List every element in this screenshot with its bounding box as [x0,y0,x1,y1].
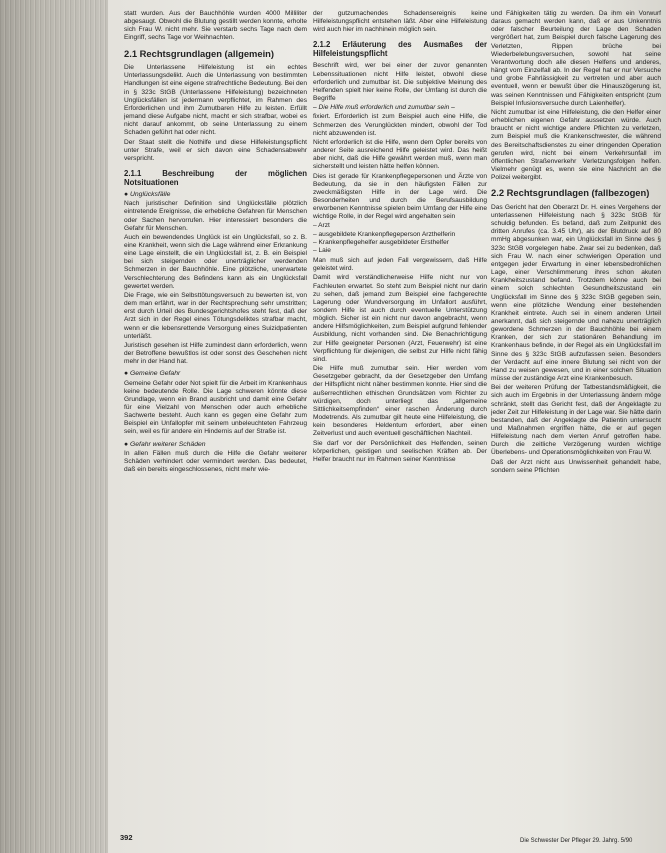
subsection-heading: 2.1.1 Beschreibung der möglichen Notsituationen [124,169,307,187]
section-heading: 2.2 Rechtsgrundlagen (fallbezogen) [491,187,650,199]
paragraph: Sie darf vor der Persönlichkeit des Helfenden, seinen körperlichen, geistigen und seelischen Kräften ab. Der Helfer braucht nur im Rahmen seiner Kenntnisse [313,439,487,463]
section-heading: 2.1 Rechtsgrundlagen (allgemein) [124,47,275,59]
page-number: 392 [120,833,133,842]
paragraph: Die Unterlassene Hilfeleistung ist ein echtes Unterlassungsdelikt. Auch die Unterlassung von bestimmten Handlungen ist eine eigene strafrechtliche Bedeutung. Bei den in § 323c StGB (Unterlassene Hilfeleistung) bezeichneten Unglücksfällen ist jedermann verpflichtet, im Rahmen des Erforderlichen und ihm Zumutbaren Hilfe zu leisten. Erfüllt jemand diese Aufgabe nicht, macht er sich strafbar, wobei es nicht darauf ankommt, ob seine Unterlassung zu einem Schaden geführt hat oder nicht. [124,64,307,137]
paragraph: statt wurden. Aus der Bauchhöhle wurden 4000 Milliliter abgesaugt. Obwohl die Blutung gestillt werden konnte, erholte sich Frau W. nicht mehr. Sie verstarb sechs Tage nach dem Eingriff, sechs Tage vor Weihnachten. [124,10,307,42]
paragraph: Nicht erforderlich ist die Hilfe, wenn dem Opfer bereits von anderer Seite ausreichend Hilfe geleistet wird. Das heißt aber nicht, daß die Hilfe gewährt werden muß, wenn man sicherstellt und leisten hätte helfen können. [313,138,487,171]
paragraph: Der Staat stellt die Nothilfe und diese Hilfeleistungspflicht unter Strafe, weil er sich davon eine Schadensabwehr verspricht. [124,138,307,162]
paragraph: Nach juristischer Definition sind Unglücksfälle plötzlich eintretende Ereignisse, die erhebliche Gefahren für Menschen oder Sachen hervorrufen. Hier interessiert besonders die Gefahr für Menschen. [124,200,307,232]
list-item: – Krankenpflegehelfer ausgebildeter Ersthelfer [313,238,449,246]
paragraph: und Fähigkeiten tätig zu werden. Da ihm ein Vorwurf daraus gemacht werden kann, daß er aus Unkenntnis oder falscher Beurteilung der Lage den Schaden vergrößert hat, zum Beispiel durch falsche Lagerung des Verletzten, Rippen brüche bei Wiederbelebungsversuchen, sowohl hat seine Verantwortung doch alle diesen Helfens und anderes, hängt vom Einzelfall ab. In der Regel hat er nur Versuche und grobe Fahrlässigkeit zu vertreten und aber auch eventuell, wenn er bewußt über die Hinauszögerung ist, was seinen Kenntnissen und Fähigkeiten entspricht (zum Beispiel Infusionsversuche durch Laienhelfer). [491,10,661,107]
text-column-middle [313,10,487,825]
paragraph: fixiert. Erforderlich ist zum Beispiel auch eine Hilfe, die Schmerzen des Verunglückten mindert, obwohl der Tod nicht abzuwenden ist. [313,113,487,137]
paragraph: Dies ist gerade für Krankenpflegepersonen und Ärzte von Bedeutung, da sie in den häufigsten Fällen zur zweckmäßigsten Hilfe in der Lage wird. Die Besonderheiten und durch die Berufsausbildung erworbenen Kenntnisse spielen beim Umfang der Hilfe eine wichtige Rolle, in der Regel wird angehalten sein [313,172,487,221]
bullet-heading: ● Gefahr weiterer Schäden [124,440,206,448]
paragraph: Gemeine Gefahr oder Not spielt für die Arbeit im Krankenhaus keine bedeutende Rolle. Die Lage schweren könnte diese Grundlage, wenn ein Brand ausbricht und damit eine Gefahr für eine Vielzahl von Menschen oder auch erhebliche Sachwerte besteht. Auch kann es gegen eine Gefahr zum Beispiel ein Unfallopfer mit seinem unbeleuchteten Fahrzeug sein, weil es für andere ein Hindernis auf der Straße ist. [124,379,307,436]
paragraph: Juristisch gesehen ist Hilfe zumindest dann erforderlich, wenn der Betroffene bewußtlos ist oder sonst des Geschehen nicht mehr in der Hand hat. [124,341,307,366]
paragraph: – Die Hilfe muß erforderlich und zumutbar sein – [313,104,455,112]
paragraph: Beschrift wird, wer bei einer der zuvor genannten Lebenssituationen nicht Hilfe leistet, obwohl diese erforderlich und zumutbar ist. Die subjektive Meinung des Helfenden spielt hier keine Rolle, der Umfang ist durch die Begriffe [313,62,487,103]
subsection-heading: 2.1.2 Erläuterung des Ausmaßes der Hilfeleistungspflicht [313,40,487,59]
paragraph: In allen Fällen muß durch die Hilfe die Gefahr weiterer Schäden verhindert oder vermindert werden. Das bedeutet, daß ein bereits eingeschlossenes, nicht mehr wie- [124,449,307,474]
paragraph: Damit wird verständlicherweise Hilfe nicht nur von Fachleuten erwartet. So steht zum Beispiel nicht nur darin zu sehen, daß jemand zum Beispiel eine fachgerechte Lagerung oder Wundversorgung im Unfallort ausführt, sondern Hilfe ist auch durch eventuelle Unterstützung möglich. Sicher ist ein nicht nur davon angebracht, wenn andere Hilfsmöglichkeiten, zum Beispiel aufgrund fehlender Ausbildung, nicht vorhanden sind. Die Benachrichtigung zur Hilfe geeigneter Personen (Arzt, Feuerwehr) ist eine Verpflichtung für diejenigen, die selbst zur Hilfe nicht fähig sind. [313,274,487,363]
list-item: – Arzt [313,222,330,230]
paragraph: der gutzumachendes Schadensereignis keine Hilfeleistungspflicht entstehen läßt. Aber eine Hilfeleistung wird auch hier im nachhinein möglich sein. [313,10,487,34]
helper-list [313,222,487,255]
paragraph: Die Frage, wie ein Selbsttötungsversuch zu bewerten ist, von dem man erfährt, war in der Rechtsprechung sehr umstritten; erst durch Urteil des Bundesgerichtshofes steht fest, daß der Arzt sich in der Regel eines Tötungsdeliktes strafbar macht, wenn er die lebensrettende Versorgung eines Suizidpatienten unterläßt. [124,291,307,340]
bullet-heading: ● Unglücksfälle [124,191,171,198]
list-item: – Laie [313,246,331,254]
paragraph: Man muß sich auf jeden Fall vergewissern, daß Hilfe geleistet wird. [313,257,487,273]
paragraph: Die Hilfe muß zumutbar sein. Hier werden vom Gesetzgeber gebracht, da der Gesetzgeber den Umfang der Hilfspflicht nicht näher bestimmen konnte. Hier sind die außerrechtlichen ethischen Grundsätzen vom Richter zu würdigen, doch unterliegt das „allgemeine Sittlichkeitsempfinden“ einer raschen Änderung durch Modetrends. Als zumutbar gilt heute eine Hilfeleistung, die kein besonderes Heldentum erfordert, aber einen Zeitverlust und auch eventuell geschäftlichen Nachteil. [313,365,487,438]
book-binding-edge [0,0,108,853]
paragraph: Daß der Arzt nicht aus Unwissenheit gehandelt habe, sondern seine Pflichten [491,458,661,474]
paragraph: Bei der weiteren Prüfung der Tatbestandsmäßigkeit, die sich auch im Ergebnis in der Unterlassung ändern möge schränkt, stellt das Gericht fest, daß der Angeklagte zu jeder Zeit zur Hilfeleistung in der Lage war. Sie hätte darin bestanden, daß der Angeklagte die Patientin untersucht und Maßnahmen ergriffen hätte, die er auf gegen Hilfeleistung nach dem vierten Anruf getroffen habe. Durch die zeitliche Verzögerung wurden wichtige Überlebens- und Operationsmöglichkeiten von Frau W. [491,384,661,457]
journal-footer: Die Schwester Der Pfleger 29. Jahrg. 5/90 [520,838,633,844]
paragraph: Nicht zumutbar ist eine Hilfeleistung, die den Helfer einer erheblichen eigenen Gefahr aussetzen würde. Auch braucht er nicht wichtige andere Pflichten zu verletzen, zum Beispiel muß die Krankenschwester, die während des Bereitschaftsdienstes zu einer dringenden Operation gerufen wird, nicht bei einem Verkehrsunfall im öffentlichen Straßenverkehr Verletzungsfolgen helfen. Vielmehr genügt es, wenn sie eine Nachricht an die Polizei weitergibt. [491,108,661,182]
paragraph: Das Gericht hat den Oberarzt Dr. H. eines Vergehens der unterlassenen Hilfeleistung nach § 323c StGB für schuldig befunden. Es befand, daß zum Zeitpunkt des dritten Anrufes (ca. 3.45 Uhr), als der Blutdruck auf 80 mmHg abgesunken war, ein Unglücksfall im Sinne des § 323c StGB vorgelegen habe. Zwar sei zu bedenken, daß sich Frau W. nach einer schwierigen Operation und entgegen jeder Erwartung in einer lebensbedrohlichen Lage, einer Verschlimmerung ihres schon akuten Krankheitszustand befand. Trotzdem könne auch bei einem solch schlechten Gesundheitszustand ein Unglücksfall im Sinne des § 323c StGB gegeben sein, wenn eine plötzliche Wendung einer bestehenden Krankheit eintrete. Auch sei in einem anderen Urteil anerkannt, daß sich steigernde und nahezu unerträglich gewordene Schmerzen in der Bauchhöhle bei einem Kranken, der sich zur stationären Behandlung im Krankenhaus befinde, in der Regel als ein Unglücksfall im Sinne des § 323c StGB aufzufassen seien. Besonders der Verdacht auf eine innere Blutung sei nicht von der Hand zu weisen gewesen, und in einer solchen Situation müsse der zuständige Arzt eine Krankenbesuch. [491,203,661,383]
text-column-right [491,10,661,825]
bullet-heading: ● Gemeine Gefahr [124,370,181,378]
text-column-left [124,10,307,825]
list-item: – ausgebildete Krankenpflegeperson Arzthelferin [313,230,456,238]
paragraph: Auch ein bewendendes Unglück ist ein Unglücksfall, so z. B. eine Krankheit, wenn sich die Lage während einer Erkrankung eine Lage einstellt, die ein Unglücksfall ist, z. B. ein Beispiel bei sich steigernden oder unerträglicher werdenden Schmerzen in der Bauchhöhle. Eine plötzliche, unerwartete Verschlechterung des Befindens kann als ein Unglücksfall gewertet werden. [124,233,307,290]
